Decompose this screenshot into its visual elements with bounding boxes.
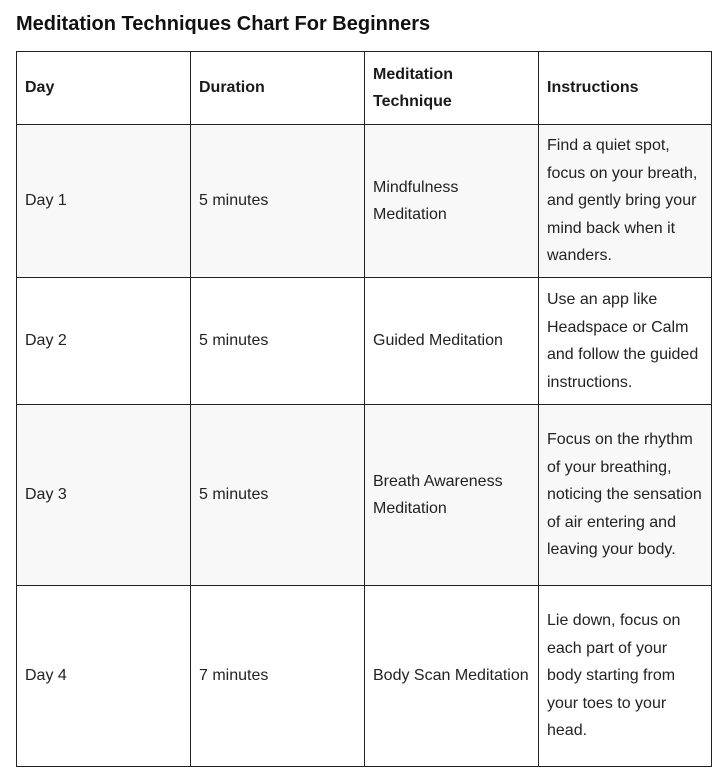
table-row bbox=[17, 405, 712, 586]
meditation-chart-table bbox=[16, 51, 712, 767]
table-header-row bbox=[17, 52, 712, 125]
cell-duration: 5 minutes bbox=[191, 125, 365, 278]
cell-instructions: Find a quiet spot, focus on your breath, and gently bring your mind back when it wanders. bbox=[539, 125, 712, 278]
cell-instructions: Focus on the rhythm of your breathing, noticing the sensation of air entering and leaving your body. bbox=[539, 405, 712, 586]
page-title: Meditation Techniques Chart For Beginners bbox=[16, 13, 431, 35]
header-technique: Meditation Technique bbox=[365, 52, 539, 125]
cell-instructions: Use an app like Headspace or Calm and follow the guided instructions. bbox=[539, 278, 712, 405]
table-row bbox=[17, 278, 712, 405]
cell-technique: Body Scan Meditation bbox=[365, 586, 539, 767]
table-row bbox=[17, 125, 712, 278]
header-duration: Duration bbox=[191, 52, 365, 125]
cell-technique: Mindfulness Meditation bbox=[365, 125, 539, 278]
cell-technique: Breath Awareness Meditation bbox=[365, 405, 539, 586]
table-row bbox=[17, 586, 712, 767]
header-day: Day bbox=[17, 52, 191, 125]
cell-duration: 7 minutes bbox=[191, 586, 365, 767]
cell-day: Day 1 bbox=[17, 125, 191, 278]
cell-day: Day 4 bbox=[17, 586, 191, 767]
cell-technique: Guided Meditation bbox=[365, 278, 539, 405]
header-instructions: Instructions bbox=[539, 52, 712, 125]
cell-day: Day 2 bbox=[17, 278, 191, 405]
cell-duration: 5 minutes bbox=[191, 278, 365, 405]
cell-duration: 5 minutes bbox=[191, 405, 365, 586]
cell-instructions: Lie down, focus on each part of your body starting from your toes to your head. bbox=[539, 586, 712, 767]
cell-day: Day 3 bbox=[17, 405, 191, 586]
